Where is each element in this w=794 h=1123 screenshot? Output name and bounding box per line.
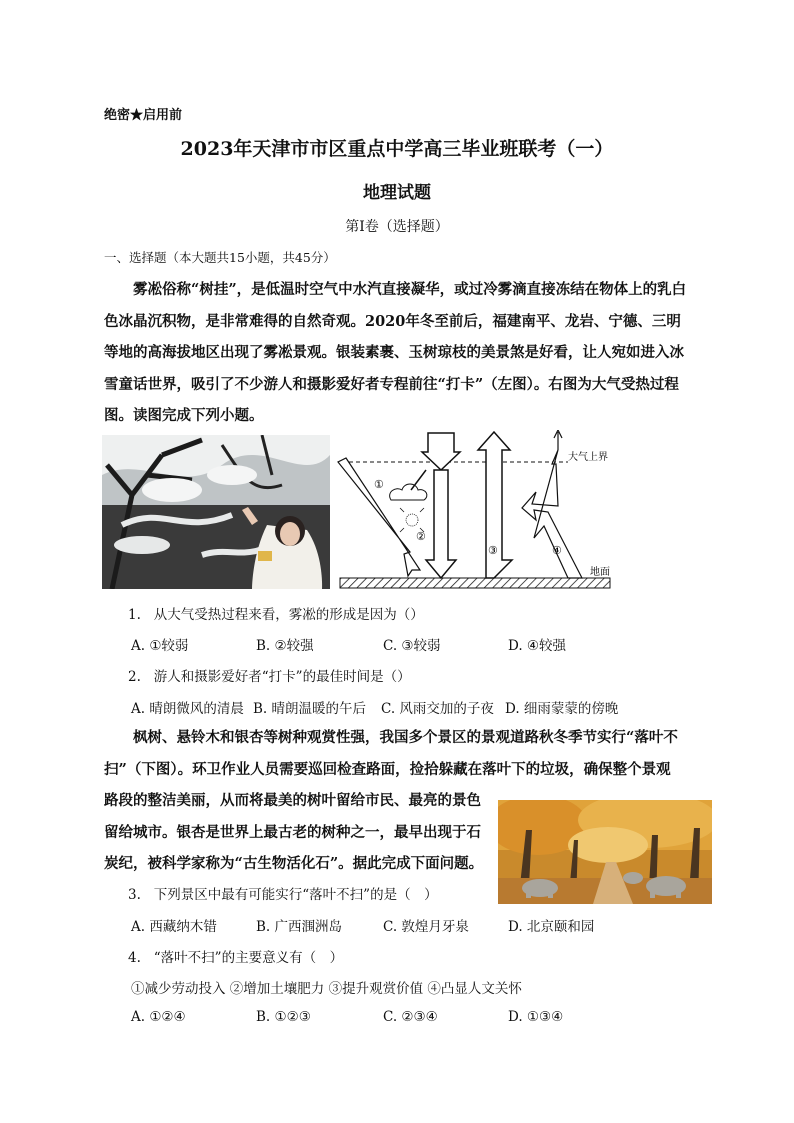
question-4	[128, 946, 343, 966]
subject-title: 地理试题	[363, 183, 431, 203]
q3-option-d[interactable]: D. 北京颐和园	[508, 919, 595, 935]
q2-option-b[interactable]: B. 晴朗温暖的午后	[253, 701, 367, 717]
question-2	[128, 665, 411, 685]
q4-option-c[interactable]: C. ②③④	[383, 1009, 438, 1025]
q2-option-a[interactable]: A. 晴朗微风的清晨	[131, 701, 244, 717]
question-number: 4.	[128, 950, 141, 966]
question-1	[128, 603, 424, 623]
section-heading: 一、选择题（本大题共15小题，共45分）	[104, 250, 336, 265]
top-of-atmosphere-label: 大气上界	[568, 452, 608, 463]
marker-1: ①	[374, 478, 384, 491]
q4-option-b[interactable]: B. ①②③	[256, 1009, 311, 1025]
question-3	[128, 883, 438, 903]
q1-option-a[interactable]: A. ①较弱	[131, 638, 189, 654]
marker-4: ④	[552, 544, 562, 557]
passage-fallen-leaves-continued: 路段的整洁美丽，从而将最美的树叶留给市民、最亮的景色留给城市。银杏是世界上最古老的树种之一，最早出现于石炭纪，被科学家称为“古生物活化石”。据此完成下面问题。	[104, 792, 484, 872]
q4-option-d[interactable]: D. ①③④	[508, 1009, 564, 1025]
q3-option-a[interactable]: A. 西藏纳木错	[131, 919, 217, 935]
q4-option-a[interactable]: A. ①②④	[131, 1009, 186, 1025]
question-stem: “落叶不扫”的主要意义有（ ）	[153, 950, 344, 966]
question-stem: 从大气受热过程来看，雾凇的形成是因为（）	[153, 607, 424, 623]
question-number: 1.	[128, 607, 141, 623]
q2-option-c[interactable]: C. 风雨交加的子夜	[381, 701, 494, 717]
ground-label: 地面	[590, 567, 610, 578]
q1-option-d[interactable]: D. ④较强	[508, 638, 567, 654]
question-number: 3.	[128, 887, 141, 903]
volume-title: 第Ⅰ卷（选择题）	[345, 219, 449, 235]
rime-photo	[102, 435, 330, 589]
confidential-mark: 绝密★启用前	[104, 108, 183, 123]
passage-rime: 雾凇俗称“树挂”，是低温时空气中水汽直接凝华，或过冷雾滴直接冻结在物体上的乳白色冰晶沉积物，是非常难得的自然奇观。2020年冬至前后，福建南平、龙岩、宁德、三明等地的高海拔地区出现了雾凇景观。银装素裹、玉树琼枝的美景煞是好看，让人宛如进入冰雪童话世界，吸引了不少游人和摄影爱好者专程前往“打卡”（左图）。右图为大气受热过程图。读图完成下列小题。	[104, 281, 687, 424]
q1-option-c[interactable]: C. ③较弱	[383, 638, 441, 654]
ginkgo-road-photo	[498, 800, 712, 904]
q3-option-b[interactable]: B. 广西涠洲岛	[256, 919, 343, 935]
question-stem: 下列景区中最有可能实行“落叶不扫”的是（ ）	[153, 887, 438, 903]
marker-3: ③	[488, 544, 498, 557]
passage-fallen-leaves: 枫树、悬铃木和银杏等树种观赏性强，我国多个景区的景观道路秋冬季节实行“落叶不扫”（下图）。环卫作业人员需要巡回检查路面，捡拾躲藏在落叶下的垃圾，确保整个景观	[104, 729, 678, 778]
marker-2: ②	[416, 530, 426, 543]
question-stem: 游人和摄影爱好者“打卡”的最佳时间是（）	[153, 669, 411, 685]
q3-option-c[interactable]: C. 敦煌月牙泉	[383, 919, 469, 935]
q2-option-d[interactable]: D. 细雨蒙蒙的傍晚	[505, 701, 619, 717]
exam-title: 2023年天津市市区重点中学高三毕业班联考（一）	[180, 138, 614, 160]
q4-statements: ①减少劳动投入 ②增加土壤肥力 ③提升观赏价值 ④凸显人文关怀	[131, 981, 522, 997]
atmospheric-heating-diagram	[336, 430, 614, 592]
question-number: 2.	[128, 669, 141, 685]
q1-option-b[interactable]: B. ②较强	[256, 638, 314, 654]
